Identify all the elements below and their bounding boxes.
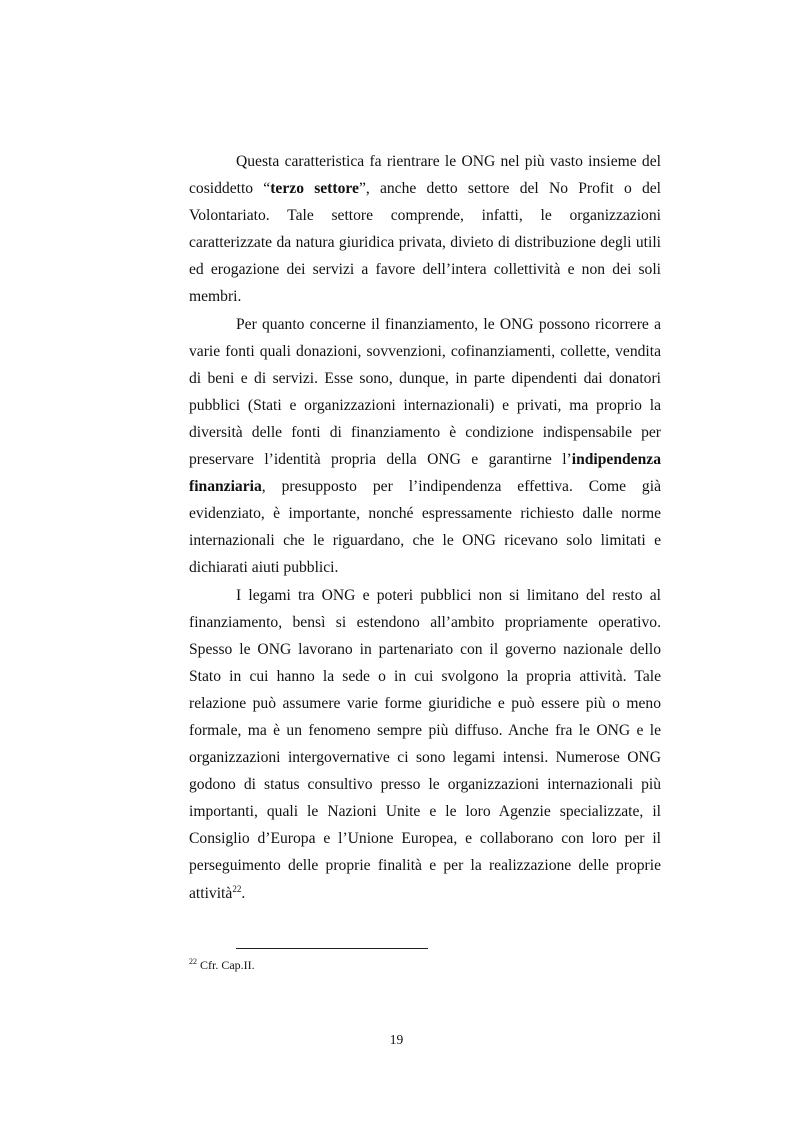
footnote-reference: 22 [232,883,242,894]
paragraph-text: ”, anche detto settore del No Profit o del Volontariato. Tale settore comprende, infatti, le organizzazioni caratterizzate da natura giuridica privata, divieto di distribuzione degli utili ed erogazione dei servizi a favore dell’intera collettività e non dei soli membri. [189,180,661,306]
bold-term: indipendenza finanziaria [189,451,661,496]
paragraph-text: Questa caratteristica fa rientrare le ONG nel più vasto insieme del cosiddetto “ [189,153,661,198]
footnote-number: 22 [189,957,197,966]
paragraph-text: , presupposto per l’indipendenza effettiva. Come già evidenziato, è importante, nonché espressamente richiesto dalle norme internazionali che le riguardano, che le ONG ricevano solo limitati e dichiarati aiuti pubblici. [189,478,661,577]
paragraph [189,148,661,311]
footnote-separator [236,948,428,949]
footnote [189,957,255,973]
paragraph [189,582,661,907]
paragraph-text: Per quanto concerne il finanziamento, le ONG possono ricorrere a varie fonti quali donazioni, sovvenzioni, cofinanziamenti, collette, vendita di beni e di servizi. Esse sono, dunque, in parte dipendenti dai donatori pubblici (Stati e organizzazioni internazionali) e privati, ma proprio la diversità delle fonti di finanziamento è condizione indispensabile per preservare l’identità propria della ONG e garantirne l’ [189,315,661,469]
paragraph-text: . [241,884,246,902]
footnote-text: Cfr. Cap.II. [197,958,255,972]
body-text [189,148,661,907]
bold-term: terzo settore [270,180,359,198]
paragraph [189,311,661,582]
paragraph-text: I legami tra ONG e poteri pubblici non si limitano del resto al finanziamento, bensì si estendono all’ambito propriamente operativo. Spesso le ONG lavorano in partenariato con il governo nazionale dello Stato in cui hanno la sede o in cui svolgono la propria attività. Tale relazione può assumere varie forme giuridiche e può essere più o meno formale, ma è un fenomeno sempre più diffuso. Anche fra le ONG e le organizzazioni intergovernative ci sono legami intensi. Numerose ONG godono di status consultivo presso le organizzazioni internazionali più importanti, quali le Nazioni Unite e le loro Agenzie specializzate, il Consiglio d’Europa e l’Unione Europea, e collaborano con loro per il perseguimento delle proprie finalità e per la realizzazione delle proprie attività [189,586,661,902]
page-number: 19 [389,1032,404,1047]
